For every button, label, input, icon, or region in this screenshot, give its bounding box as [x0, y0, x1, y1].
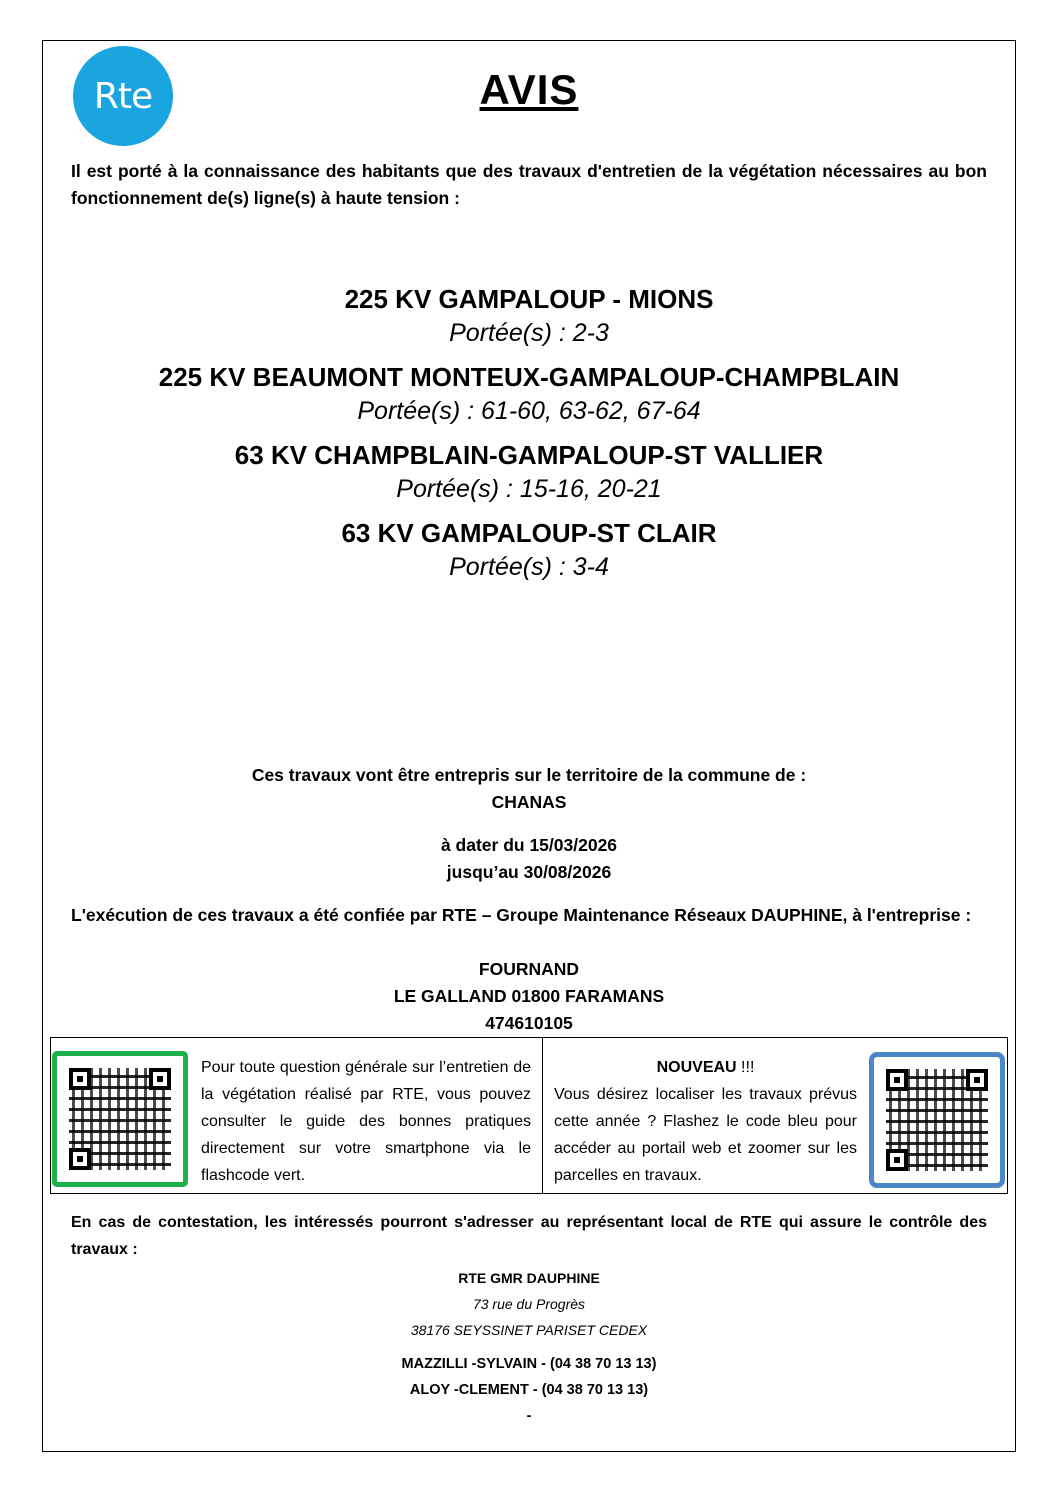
- execution-paragraph: L'exécution de ces travaux a été confiée par RTE – Groupe Maintenance Réseaux DAUPHINE, à l'entreprise :: [71, 905, 972, 925]
- contact-trailing: -: [526, 1408, 532, 1424]
- line-name: 225 KV GAMPALOUP - MIONS: [344, 284, 714, 314]
- commune-block: [0, 762, 1058, 816]
- spacer: [0, 1343, 1058, 1351]
- contact-person-1: MAZZILLI -SYLVAIN - (04 38 70 13 13): [401, 1356, 657, 1372]
- green-qr-code-icon[interactable]: [52, 1051, 188, 1187]
- qr-finder-icon: [886, 1069, 908, 1091]
- info-box: [50, 1037, 1008, 1194]
- nouveau-label: NOUVEAU: [656, 1059, 737, 1076]
- qr-finder-icon: [886, 1149, 908, 1171]
- line-name: 63 KV GAMPALOUP-ST CLAIR: [341, 518, 717, 548]
- line-name: 225 KV BEAUMONT MONTEUX-GAMPALOUP-CHAMPBLAIN: [158, 362, 900, 392]
- contractor-phone: 474610105: [485, 1013, 573, 1033]
- contest-paragraph: En cas de contestation, les intéressés pourront s'adresser au représentant local de RTE qui assure le contrôle des travaux :: [71, 1214, 987, 1258]
- qr-finder-icon: [149, 1068, 171, 1090]
- line-spans: Portée(s) : 3-4: [449, 553, 609, 581]
- qr-pattern: [886, 1069, 988, 1171]
- end-date: jusqu’au 30/08/2026: [446, 862, 612, 882]
- line-spans: Portée(s) : 2-3: [449, 319, 609, 347]
- portal-info: [554, 1054, 857, 1189]
- line-spans: Portée(s) : 61-60, 63-62, 67-64: [357, 397, 701, 425]
- line-spans: Portée(s) : 15-16, 20-21: [396, 475, 662, 503]
- contact-street: 73 rue du Progrès: [472, 1296, 586, 1312]
- contact-person-2: ALOY -CLEMENT - (04 38 70 13 13): [409, 1382, 649, 1398]
- guide-info-text: Pour toute question générale sur l’entretien de la végétation réalisé par RTE, vous pouvez consulter le guide des bonnes pratiques directement sur votre smartphone via le flashcode vert.: [201, 1059, 531, 1184]
- qr-pattern: [69, 1068, 171, 1170]
- qr-finder-icon: [69, 1148, 91, 1170]
- contact-block: [0, 1265, 1058, 1429]
- contractor-address: LE GALLAND 01800 FARAMANS: [393, 986, 665, 1006]
- power-lines-list: [0, 282, 1058, 594]
- portal-info-text: Vous désirez localiser les travaux prévus cette année ? Flashez le code bleu pour accéder au portail web et zoomer sur les parcelles en travaux.: [554, 1086, 857, 1184]
- commune-label: Ces travaux vont être entrepris sur le territoire de la commune de :: [251, 765, 807, 785]
- info-divider: [542, 1038, 543, 1193]
- line-name: 63 KV CHAMPBLAIN-GAMPALOUP-ST VALLIER: [234, 440, 824, 470]
- intro-paragraph: Il est porté à la connaissance des habitants que des travaux d'entretien de la végétation nécessaires au bon fonctionnement de(s) ligne(s) à haute tension :: [71, 161, 987, 208]
- contractor-block: [0, 956, 1058, 1037]
- contractor-name: FOURNAND: [478, 959, 580, 979]
- commune-name: CHANAS: [491, 792, 567, 812]
- notice-title: AVIS: [479, 66, 579, 113]
- contact-city: 38176 SEYSSINET PARISET CEDEX: [410, 1322, 648, 1338]
- rte-logo-text: Rte: [93, 75, 153, 117]
- nouveau-heading: [554, 1054, 857, 1081]
- dates-block: [0, 832, 1058, 886]
- blue-qr-code-icon[interactable]: [869, 1052, 1005, 1188]
- qr-finder-icon: [966, 1069, 988, 1091]
- nouveau-suffix: !!!: [736, 1059, 755, 1076]
- qr-finder-icon: [69, 1068, 91, 1090]
- start-date: à dater du 15/03/2026: [440, 835, 618, 855]
- contact-org: RTE GMR DAUPHINE: [458, 1270, 600, 1286]
